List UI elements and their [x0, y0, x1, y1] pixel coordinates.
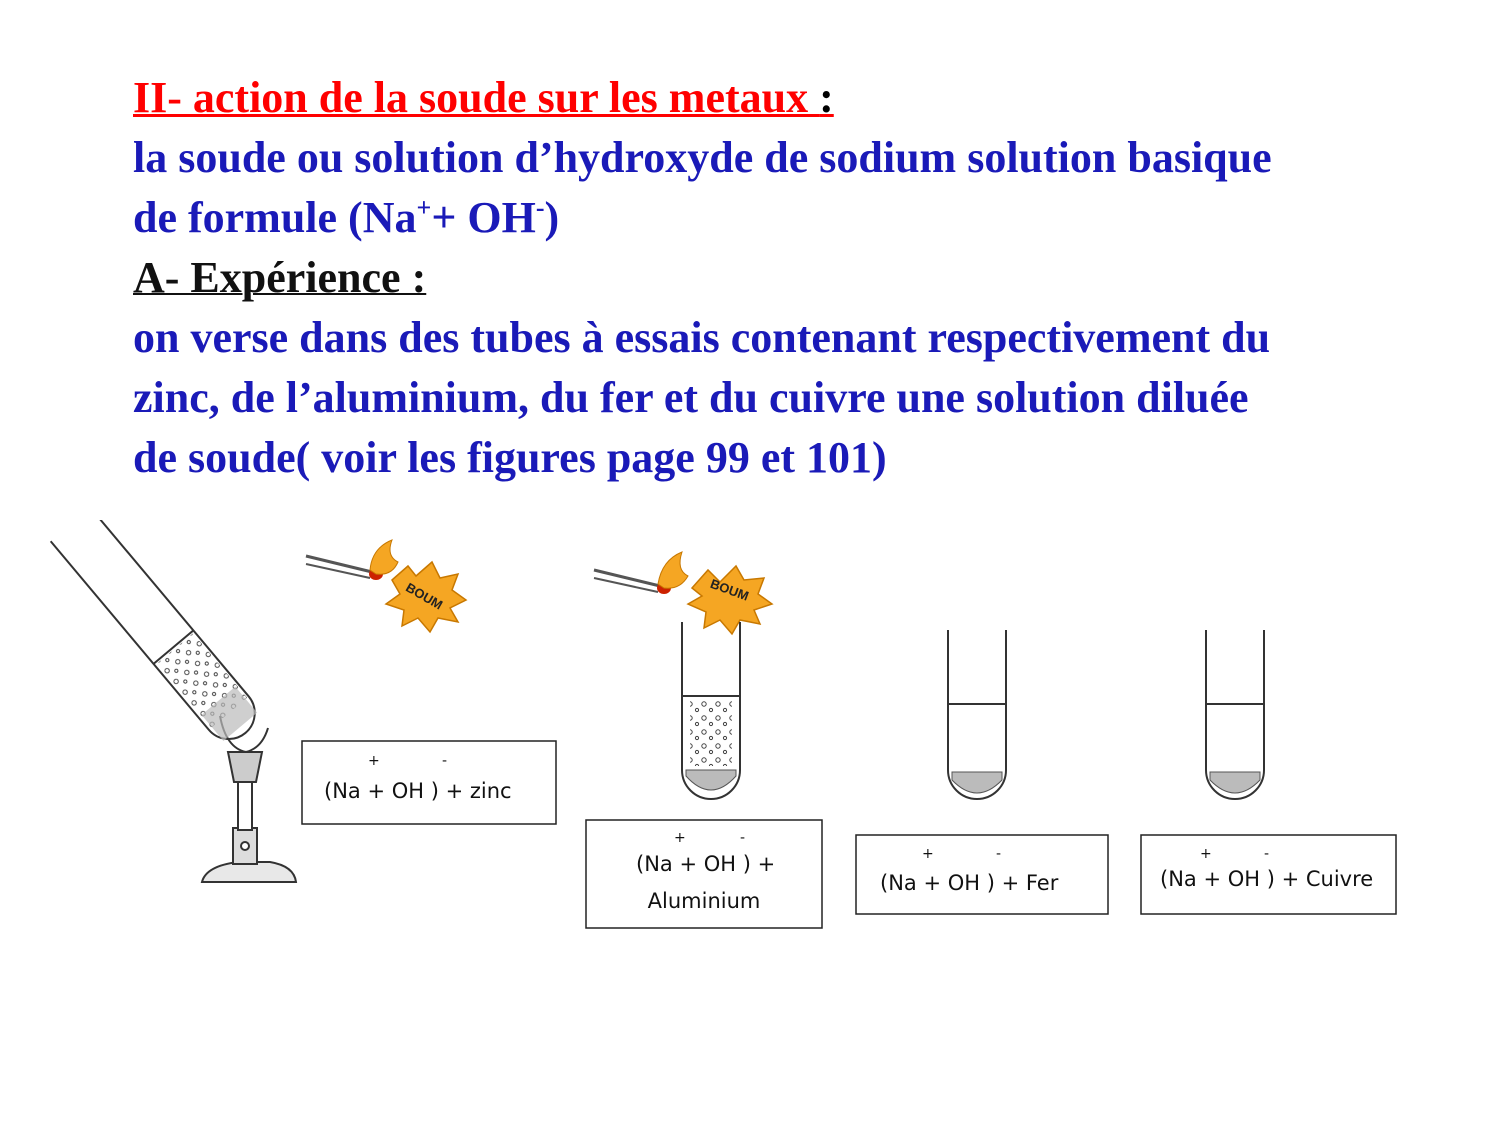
intro-sup-minus: - — [535, 193, 545, 222]
minus-sign-cuivre: - — [1264, 846, 1270, 862]
boum-label-aluminium: BOUM — [708, 575, 751, 604]
metal-aluminium: Aluminium — [647, 889, 761, 913]
cuivre-setup — [1141, 630, 1396, 914]
experiment-figure — [0, 520, 1500, 960]
plus-sign-zinc: + — [368, 753, 380, 769]
intro-formula-post: ) — [544, 193, 560, 242]
text-block — [133, 68, 1463, 488]
match-zinc — [306, 540, 398, 580]
intro-sup-plus: + — [416, 193, 432, 222]
formula-cuivre: (Na + OH ) + Cuivre — [1160, 867, 1374, 891]
test-tube-fer — [948, 630, 1006, 799]
formula-aluminium: (Na + OH ) + — [636, 852, 776, 876]
match-aluminium — [594, 552, 688, 594]
plus-sign-fer: + — [922, 846, 934, 862]
aluminium-setup — [586, 552, 822, 928]
intro-line-1: la soude ou solution d’hydroxyde de sodium solution basique — [133, 133, 1272, 182]
experience-heading: A- Expérience : — [133, 253, 427, 302]
plus-sign-aluminium: + — [674, 830, 686, 846]
intro-formula-pre: de formule (Na — [133, 193, 417, 242]
body-line-2: zinc, de l’aluminium, du fer et du cuivre une solution diluée — [133, 373, 1249, 422]
test-tube-cuivre — [1206, 630, 1264, 799]
minus-sign-fer: - — [996, 846, 1002, 862]
minus-sign-zinc: - — [442, 753, 448, 769]
boum-burst-zinc — [386, 562, 466, 632]
boum-burst-aluminium — [688, 566, 772, 634]
formula-zinc: (Na + OH ) + zinc — [324, 779, 512, 803]
fer-setup — [856, 630, 1108, 914]
test-tube-aluminium — [682, 622, 740, 799]
title-text: II- action de la soude sur les metaux — [133, 73, 820, 122]
plus-sign-cuivre: + — [1200, 846, 1212, 862]
slide-title — [133, 68, 1463, 128]
formula-fer: (Na + OH ) + Fer — [880, 871, 1059, 895]
title-colon: : — [819, 73, 834, 122]
bunsen-burner — [202, 716, 296, 882]
body-line-3: de soude( voir les figures page 99 et 101) — [133, 433, 887, 482]
intro-formula-mid: + OH — [431, 193, 536, 242]
zinc-setup — [51, 520, 556, 882]
tilted-test-tube — [51, 520, 266, 750]
intro-line-2 — [133, 188, 1463, 248]
minus-sign-aluminium: - — [740, 830, 746, 846]
boum-label-zinc: BOUM — [403, 579, 446, 613]
body-line-1: on verse dans des tubes à essais contenant respectivement du — [133, 313, 1271, 362]
